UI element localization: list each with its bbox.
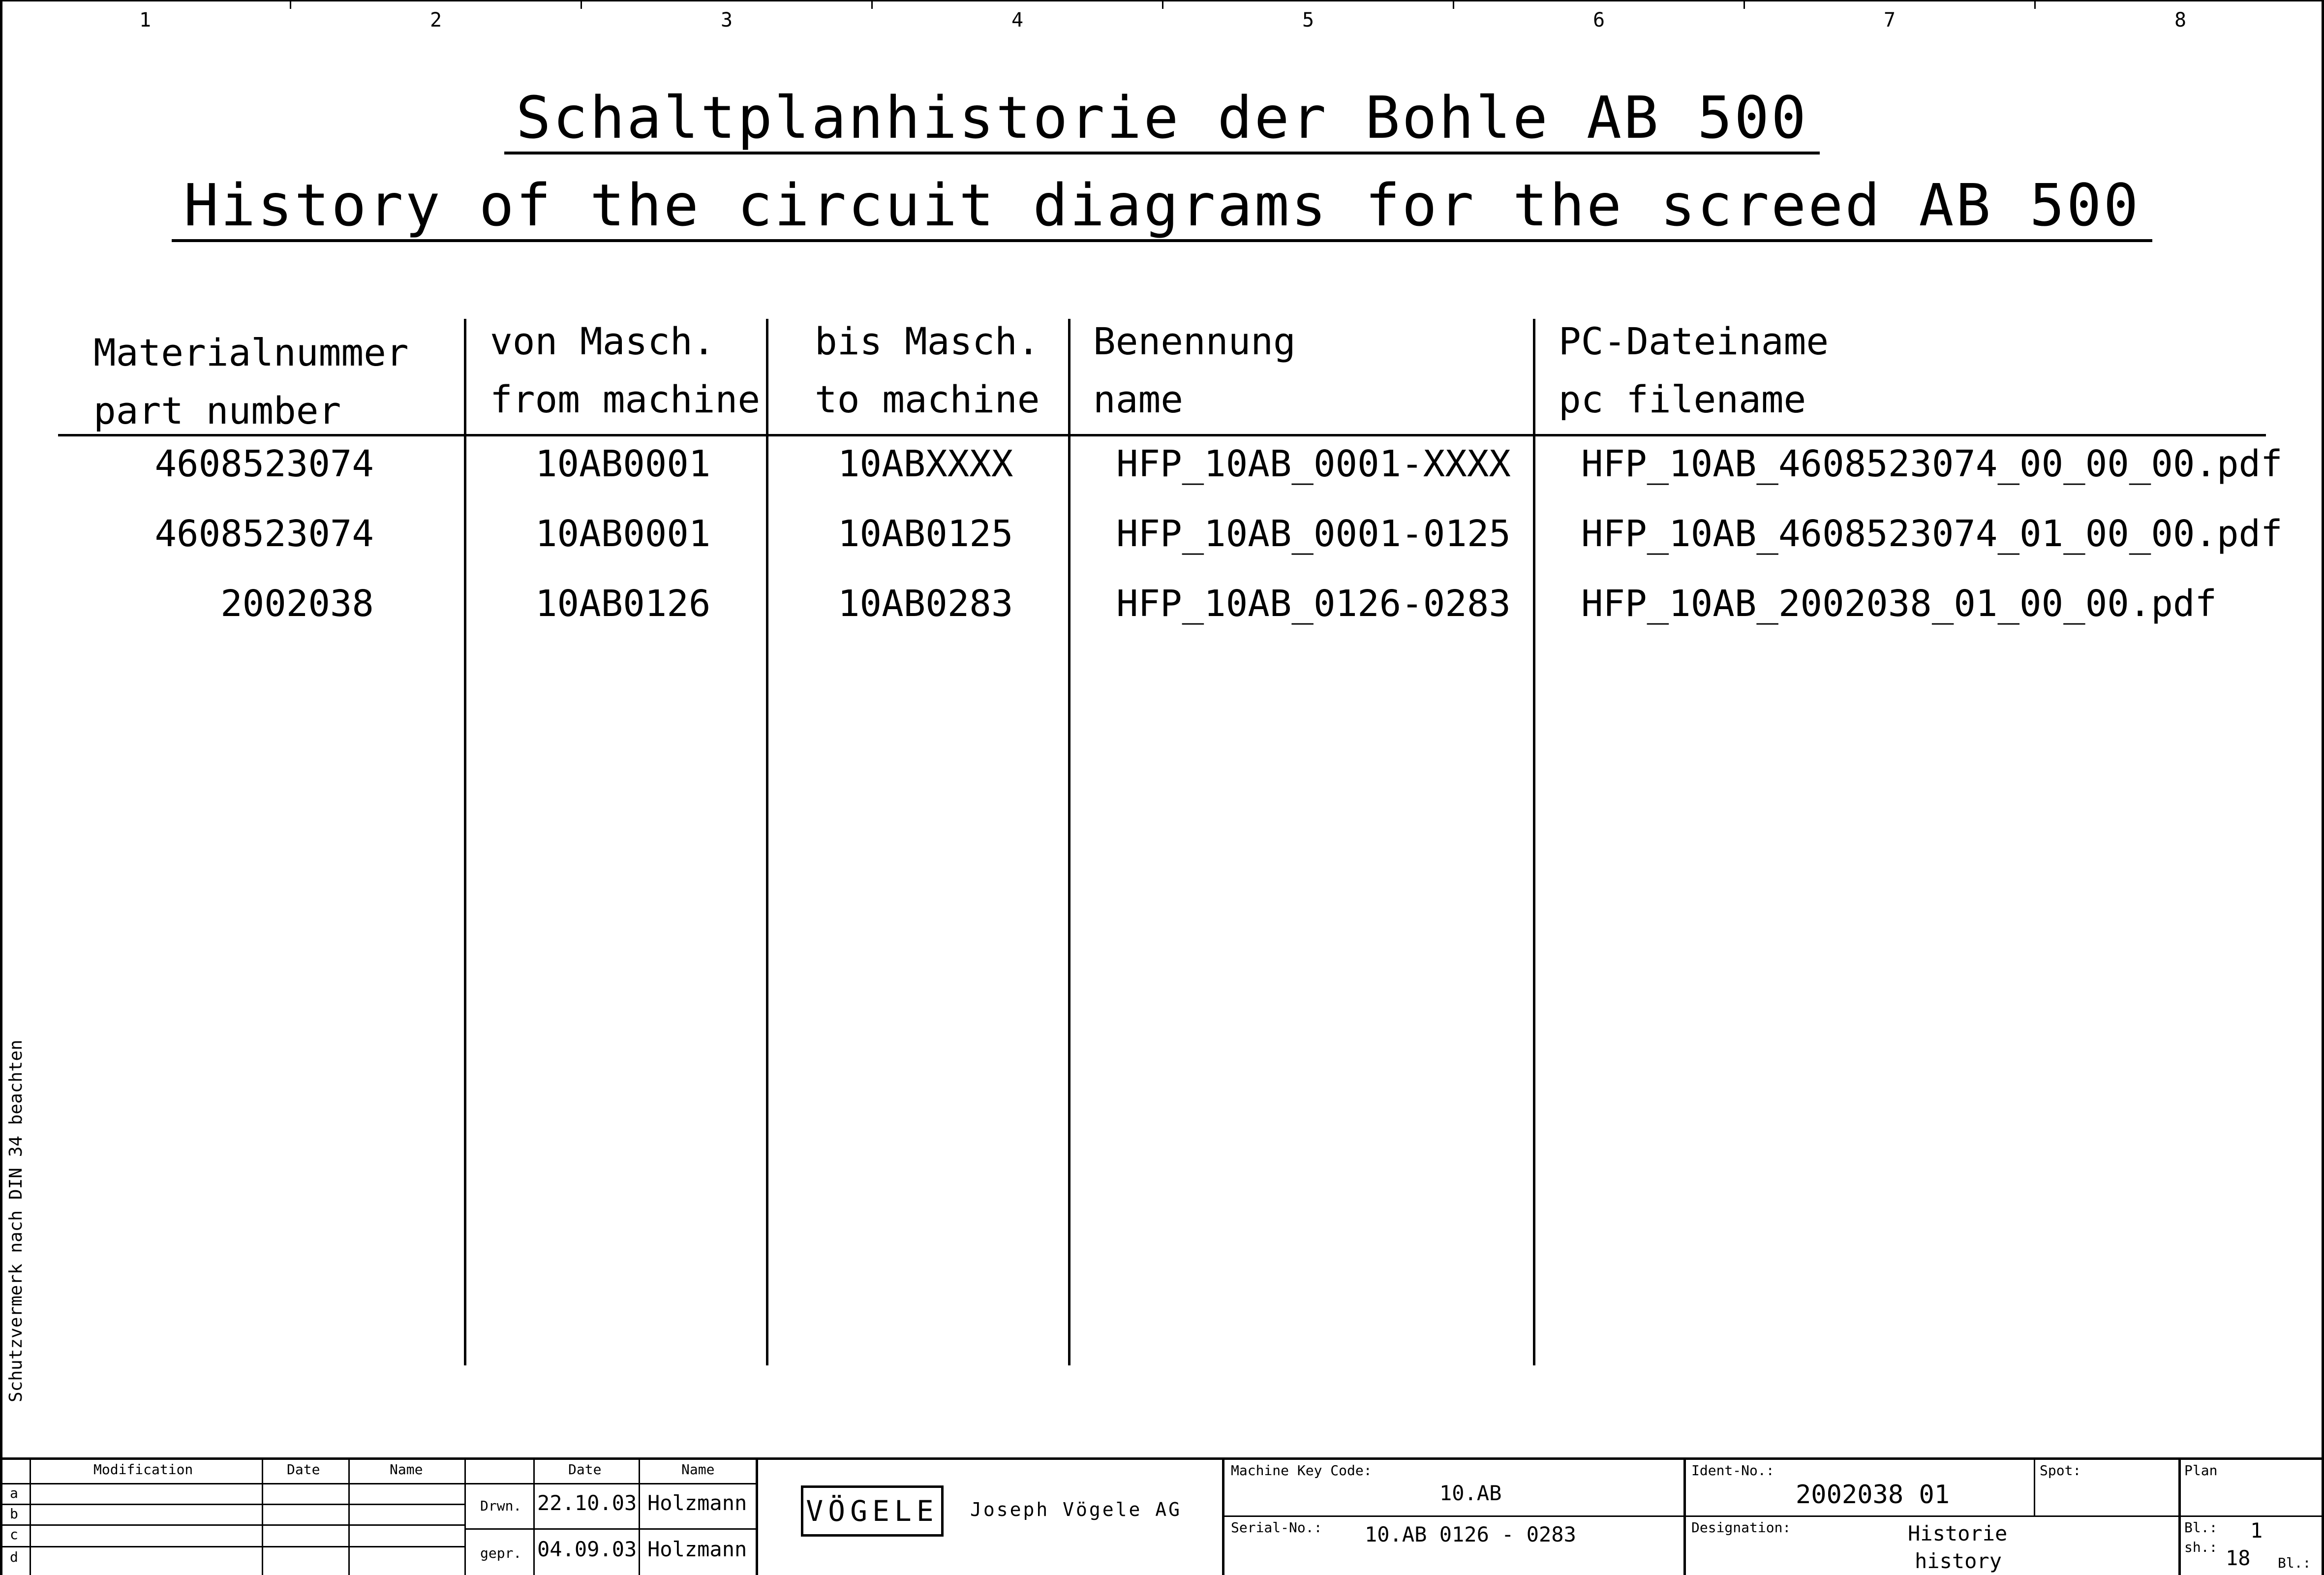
designation-label: Designation:	[1691, 1519, 1791, 1536]
grid-column-number: 3	[720, 9, 733, 31]
cell-name: HFP_10AB_0126-0283	[1116, 583, 1511, 625]
sheet-label-english: sh.:	[2184, 1539, 2218, 1555]
grid-column-number: 1	[139, 9, 152, 31]
column-header-name: Benennung name	[1093, 319, 1296, 421]
table-divider	[464, 319, 466, 1365]
sheet-total: 18	[2226, 1546, 2251, 1570]
cell-to-machine: 10ABXXXX	[838, 443, 1013, 485]
title-german: Schaltplanhistorie der Bohle AB 500	[0, 84, 2324, 152]
grid-column-number: 2	[429, 9, 442, 31]
table-divider	[1533, 319, 1535, 1365]
voegele-logo: VÖGELE	[801, 1485, 944, 1537]
approval-header-name: Name	[681, 1461, 715, 1478]
cell-from-machine: 10AB0126	[535, 583, 711, 625]
grid-column-number: 4	[1011, 9, 1024, 31]
cell-filename: HFP_10AB_2002038_01_00_00.pdf	[1581, 583, 2217, 625]
ident-label: Ident-No.:	[1691, 1462, 1774, 1479]
cell-filename: HFP_10AB_4608523074_00_00_00.pdf	[1581, 443, 2283, 485]
mod-header-name: Name	[390, 1461, 423, 1478]
grid-column-number: 8	[2174, 9, 2187, 31]
serial-label: Serial-No.:	[1231, 1519, 1322, 1536]
cell-to-machine: 10AB0283	[838, 583, 1013, 625]
serial-value: 10.AB 0126 - 0283	[1365, 1522, 1576, 1546]
grid-column-number: 5	[1302, 9, 1315, 31]
mod-header-modification: Modification	[93, 1461, 193, 1478]
designation-english: history	[1915, 1549, 2002, 1573]
approval-header-date: Date	[568, 1461, 602, 1478]
sheet-total-label: Bl.:	[2278, 1555, 2311, 1571]
column-header-from-machine: von Masch. from machine	[490, 319, 761, 421]
protection-note: Schutzvermerk nach DIN 34 beachten	[6, 1040, 26, 1402]
spot-label: Spot:	[2040, 1462, 2081, 1479]
sheet-number: 1	[2250, 1518, 2263, 1543]
cell-name: HFP_10AB_0001-0125	[1116, 513, 1511, 555]
mod-row-label: d	[10, 1549, 18, 1565]
checked-name: Holzmann	[647, 1537, 747, 1561]
mod-header-date: Date	[287, 1461, 320, 1478]
table-divider	[766, 319, 768, 1365]
machine-key-value: 10.AB	[1439, 1481, 1502, 1505]
cell-from-machine: 10AB0001	[535, 513, 711, 555]
cell-to-machine: 10AB0125	[838, 513, 1013, 555]
cell-name: HFP_10AB_0001-XXXX	[1116, 443, 1511, 485]
table-divider	[1068, 319, 1070, 1365]
column-header-pc-filename: PC-Dateiname pc filename	[1559, 319, 1829, 421]
cell-part-number: 4608523074	[154, 513, 374, 555]
drawn-name: Holzmann	[647, 1491, 747, 1515]
cell-from-machine: 10AB0001	[535, 443, 711, 485]
sheet-label: Bl.:	[2184, 1519, 2218, 1536]
grid-column-number: 7	[1883, 9, 1896, 31]
ident-value: 2002038 01	[1796, 1480, 1950, 1510]
mod-row-label: b	[10, 1506, 18, 1522]
drawn-date: 22.10.03	[537, 1491, 637, 1515]
cell-part-number: 2002038	[220, 583, 374, 625]
grid-column-number: 6	[1592, 9, 1605, 31]
mod-row-label: a	[10, 1485, 18, 1501]
designation-german: Historie	[1908, 1521, 2008, 1545]
drawn-label: Drwn.	[480, 1498, 522, 1514]
column-header-to-machine: bis Masch. to machine	[815, 319, 1040, 421]
title-english: History of the circuit diagrams for the screed AB 500	[0, 171, 2324, 239]
column-header-part-number: Materialnummer part number	[93, 331, 409, 432]
cell-filename: HFP_10AB_4608523074_01_00_00.pdf	[1581, 513, 2283, 555]
cell-part-number: 4608523074	[154, 443, 374, 485]
mod-row-label: c	[10, 1526, 18, 1543]
checked-label: gepr.	[480, 1545, 522, 1561]
plan-label: Plan	[2184, 1462, 2218, 1479]
checked-date: 04.09.03	[537, 1537, 637, 1561]
company-name: Joseph Vögele AG	[970, 1499, 1182, 1520]
machine-key-label: Machine Key Code:	[1231, 1462, 1372, 1479]
